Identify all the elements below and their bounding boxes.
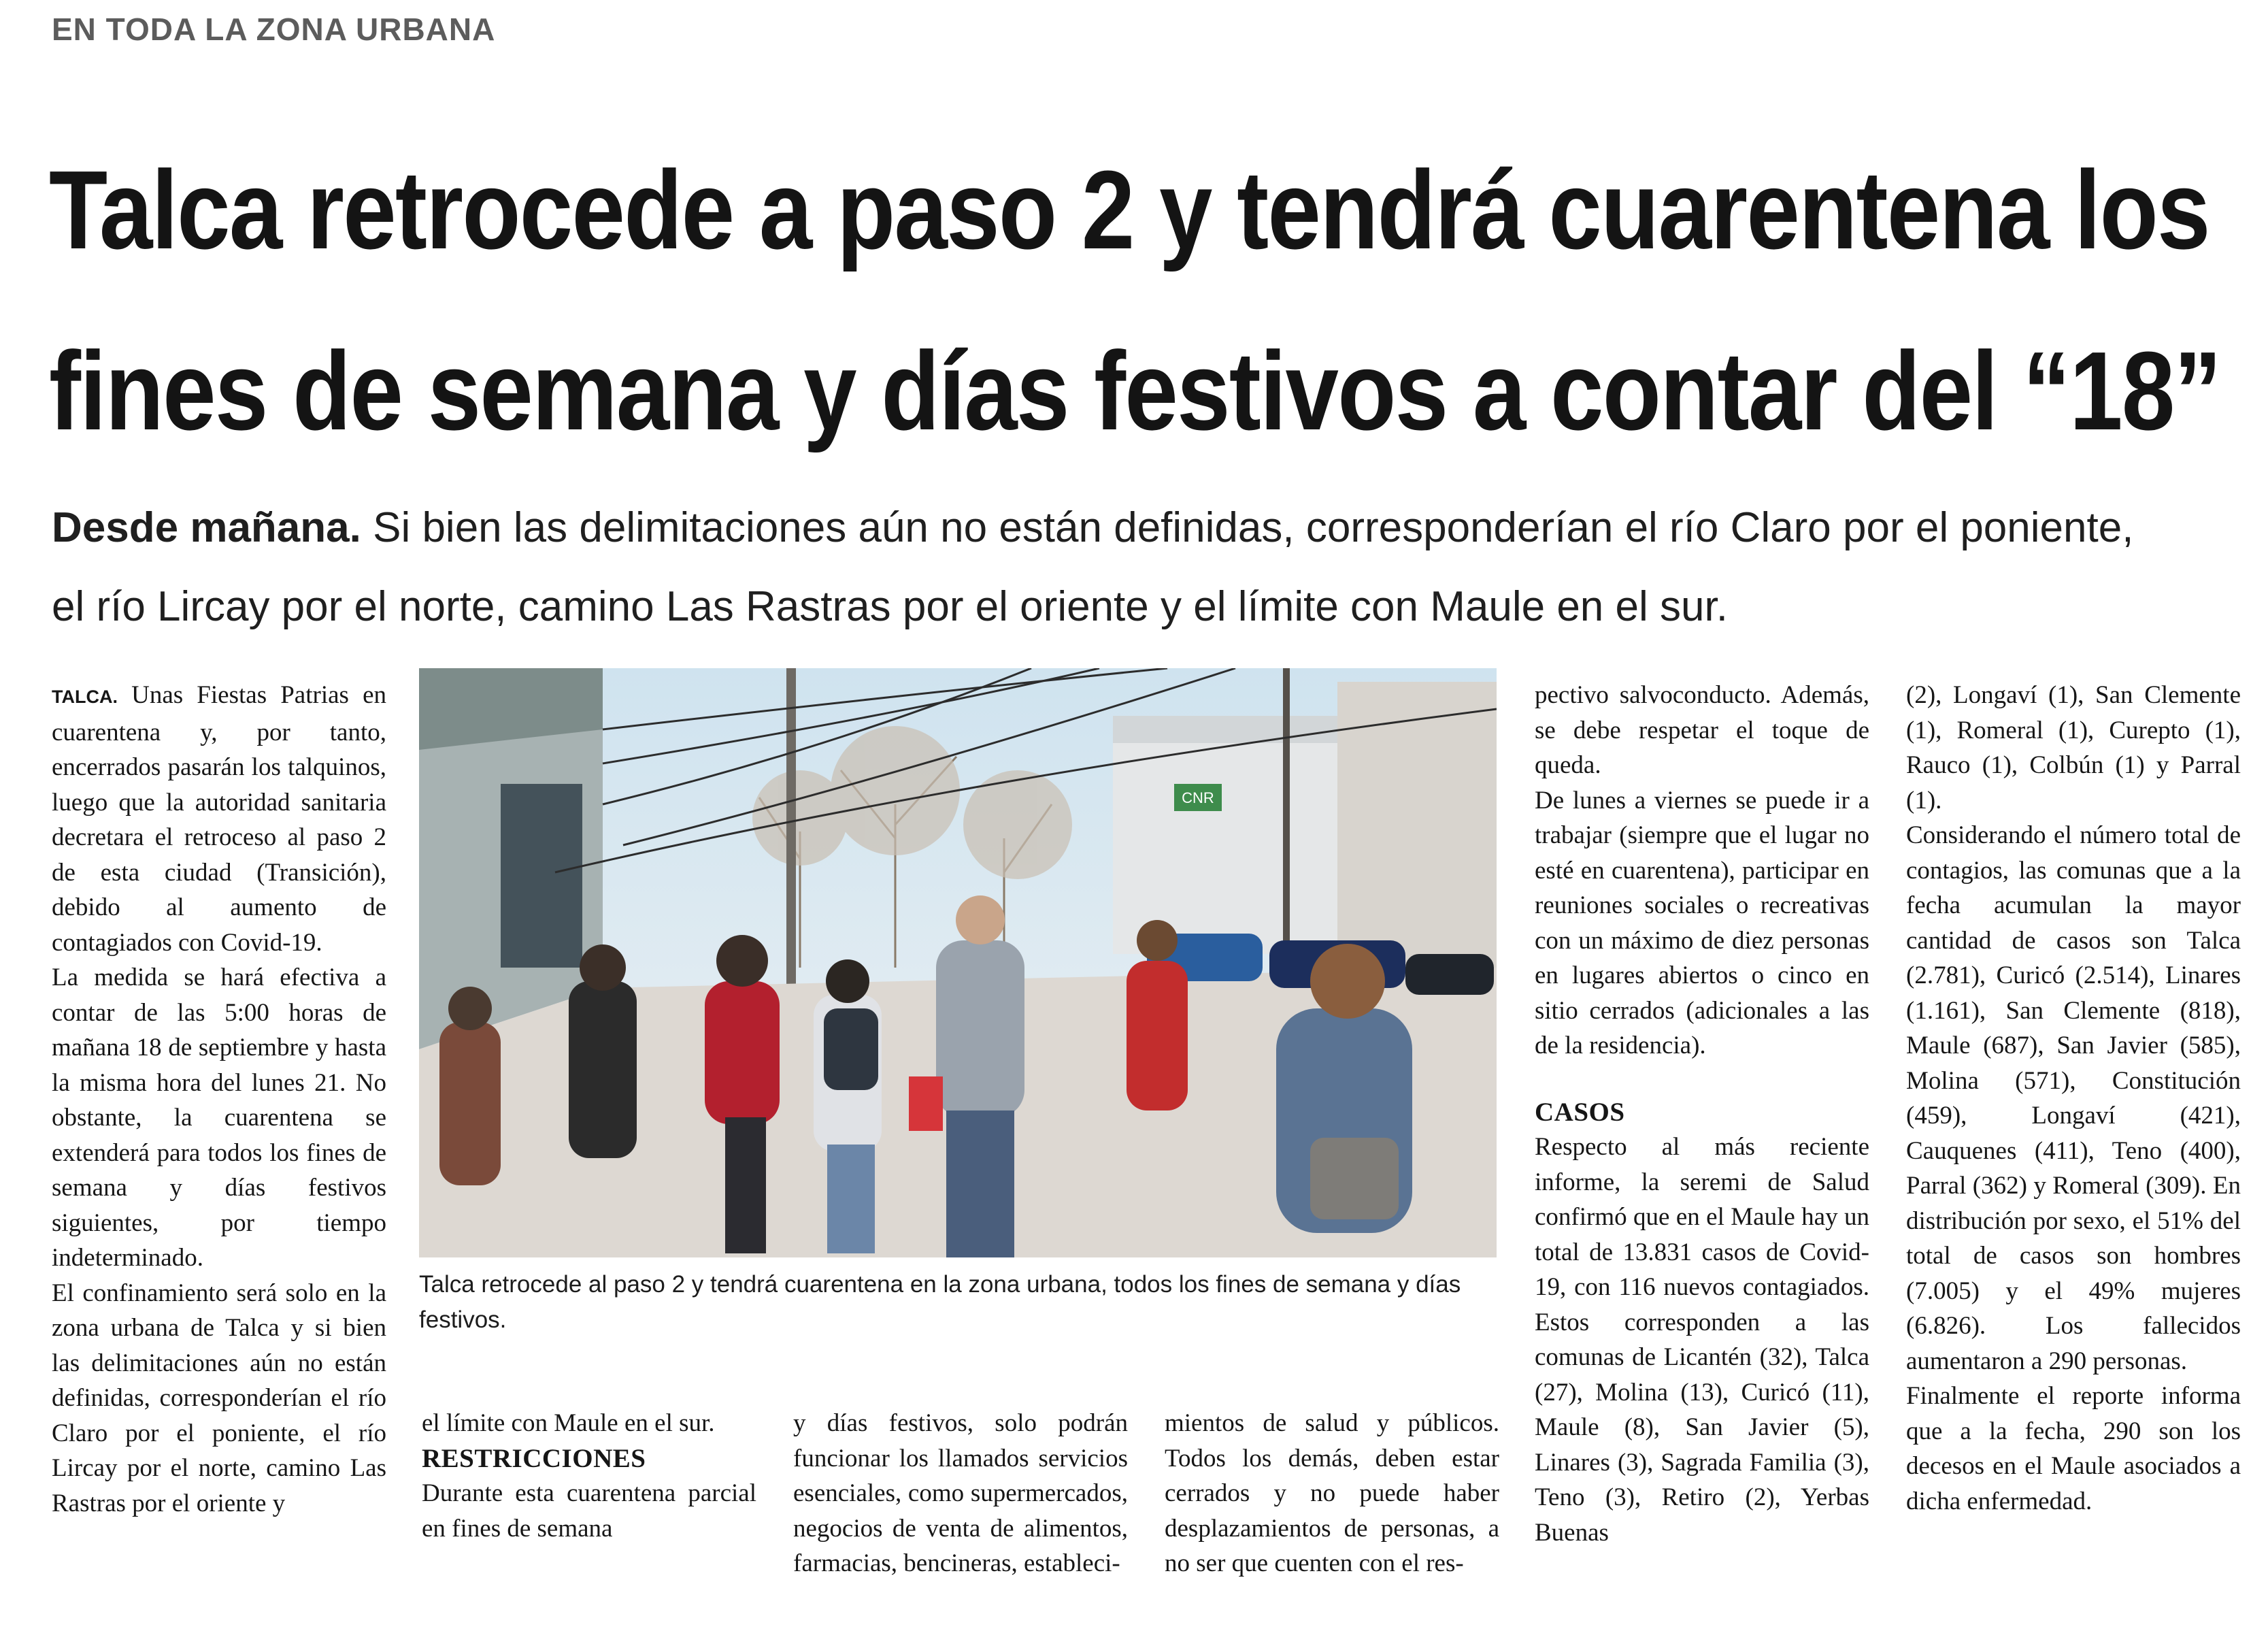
deck-text-1: Si bien las delimitaciones aún no están definidas, corresponderían el río Claro por el poniente, xyxy=(373,504,2134,551)
photo-caption: Talca retrocede al paso 2 y tendrá cuarentena en la zona urbana, todos los fines de semana y días festivos. xyxy=(419,1271,1461,1333)
article-col2-paragraph-2: Durante esta cuarentena parcial en fines de semana xyxy=(422,1479,756,1543)
article-col5-paragraph-2: De lunes a viernes se puede ir a trabajar (siempre que el lugar no esté en cuarentena), participar en reuniones sociales o recreativas con un máximo de diez personas en lugares abiertos o cinco en sitio cerrados (adicionales a las de la residencia). xyxy=(1535,786,1869,1059)
article-col6-paragraph-2: Considerando el número total de contagios, las comunas que a la fecha acumulan la mayor cantidad de casos son Talca (2.781), Curicó (2.514), Linares (1.161), San Clemente (818), Maule (687), San Javier (585), Molina (571), Constitución (459), Longaví (421), Cauquenes (411), Teno (400), Parral (362) y Romeral (309). En distribución por sexo, el 51% del total de casos son hombres (7.005) y el 49% mujeres (6.826). Los fallecidos aumentaron a 290 personas. xyxy=(1906,821,2241,1375)
news-photo xyxy=(419,668,1497,1257)
article-column-6 xyxy=(1906,678,2241,1519)
street-scene-image xyxy=(419,668,1497,1257)
deck-lead: Desde mañana. xyxy=(52,504,361,551)
article-col5-paragraph-1: pectivo salvoconducto. Además, se debe respetar el toque de queda. xyxy=(1535,681,1869,779)
headline-line-2: fines de semana y días festivos a contar del “18” xyxy=(49,329,2221,453)
article-col6-paragraph-3: Finalmente el reporte informa que a la fecha, 290 son los decesos en el Maule asociados a dicha enfermedad. xyxy=(1906,1382,2241,1515)
store-sign: CNR xyxy=(1182,789,1214,806)
article-column-3 xyxy=(793,1406,1128,1581)
deck xyxy=(52,489,2256,646)
article-col4-text: mientos de salud y públicos. Todos los demás, deben estar cerrados y no puede haber desplazamientos de personas, a no ser que cuenten con el res- xyxy=(1165,1409,1499,1577)
subhead-restricciones: RESTRICCIONES xyxy=(422,1443,646,1473)
subhead-casos: CASOS xyxy=(1535,1097,1625,1127)
article-col5-paragraph-3: Respecto al más reciente informe, la seremi de Salud confirmó que en el Maule hay un total de 13.831 casos de Covid-19, con 116 nuevos contagiados. Estos corresponden a las comunas de Licantén (32), Talca (27), Molina (13), Curicó (11), Maule (8), San Javier (5), Linares (3), Sagrada Familia (3), Teno (3), Retiro (2), Yerbas Buenas xyxy=(1535,1133,1869,1547)
article-paragraph-1 xyxy=(52,678,386,960)
article-col2-text: el límite con Maule en el sur. xyxy=(422,1409,715,1437)
article-text-1: Unas Fiestas Patrias en cuarentena y, por tanto, encerrados pasarán los talquinos, luego que la autoridad sanitaria decretara el retroceso al paso 2 de esta ciudad (Transición), debido al aumento de contagiados con Covid-19. xyxy=(52,681,386,957)
article-paragraph-2: La medida se hará efectiva a contar de las 5:00 horas de mañana 18 de septiembre y hasta la misma hora del lunes 21. No obstante, la cuarentena se extenderá para todos los fines de semana y días festivos siguientes, por tiempo indeterminado. xyxy=(52,964,386,1272)
article-paragraph-3: El confinamiento será solo en la zona urbana de Talca y si bien las delimitaciones aún no están definidas, corresponderían el río Claro por el poniente, el río Lircay por el norte, camino Las Rastras por el oriente y xyxy=(52,1279,386,1517)
article-col6-paragraph-1: (2), Longaví (1), San Clemente (1), Romeral (1), Curepto (1), Rauco (1), Colbún (1) y Parral (1). xyxy=(1906,681,2241,814)
deck-line-2: el río Lircay por el norte, camino Las Rastras por el oriente y el límite con Maule en el sur. xyxy=(52,583,1728,630)
headline xyxy=(49,120,2221,482)
headline-line-1: Talca retrocede a paso 2 y tendrá cuarentena los xyxy=(49,148,2209,272)
section-label: EN TODA LA ZONA URBANA xyxy=(52,12,496,47)
article-col3-text: y días festivos, solo podrán funcionar los llamados servicios esenciales, como supermercados, negocios de venta de alimentos, farmacias, bencineras, estableci- xyxy=(793,1409,1128,1577)
article-column-1 xyxy=(52,678,386,1521)
article-column-5 xyxy=(1535,678,1869,1550)
article-column-2 xyxy=(422,1406,756,1546)
dateline: TALCA. xyxy=(52,687,118,707)
deck-line-1 xyxy=(52,489,2256,567)
article-column-4 xyxy=(1165,1406,1499,1581)
